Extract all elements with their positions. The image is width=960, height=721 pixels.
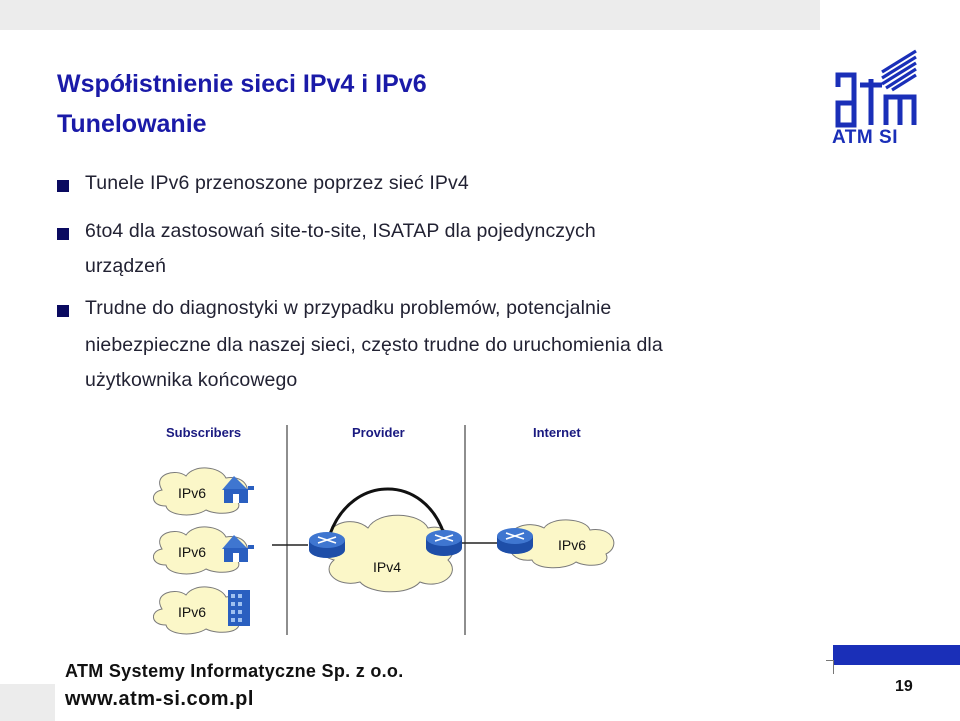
page-number: 19 [895, 678, 913, 695]
subscriber-node-label: IPv6 [178, 544, 207, 560]
router-icon [309, 532, 345, 558]
provider-cloud-label: IPv4 [373, 559, 402, 575]
footer-website-url: www.atm-si.com.pl [65, 688, 254, 710]
subscriber-node-label: IPv6 [178, 604, 207, 620]
bullet-text: Tunele IPv6 przenoszone poprzez sieć IPv4 [85, 172, 469, 194]
router-icon [426, 530, 462, 556]
column-header-provider: Provider [352, 425, 405, 440]
footer-company-name: ATM Systemy Informatyczne Sp. z o.o. [65, 661, 404, 681]
building-icon [228, 590, 250, 626]
slide-subtitle: Tunelowanie [57, 110, 207, 138]
internet-cloud-label: IPv6 [558, 537, 587, 553]
subscriber-node-label: IPv6 [178, 485, 207, 501]
logo-text: ATM SI [832, 127, 898, 148]
column-header-subscribers: Subscribers [166, 425, 242, 440]
bullet-text-continued: niebezpieczne dla naszej sieci, często trudne do uruchomienia dla [85, 334, 663, 356]
bullet-text-continued: użytkownika końcowego [85, 369, 298, 391]
bullet-text: 6to4 dla zastosowań site-to-site, ISATAP dla pojedynczych [85, 220, 596, 242]
router-icon [497, 528, 533, 554]
bullet-text: Trudne do diagnostyki w przypadku problemów, potencjalnie [85, 297, 612, 319]
bullet-text-continued: urządzeń [85, 255, 167, 277]
slide-title: Współistnienie sieci IPv4 i IPv6 [57, 70, 427, 98]
column-header-internet: Internet [533, 425, 581, 440]
